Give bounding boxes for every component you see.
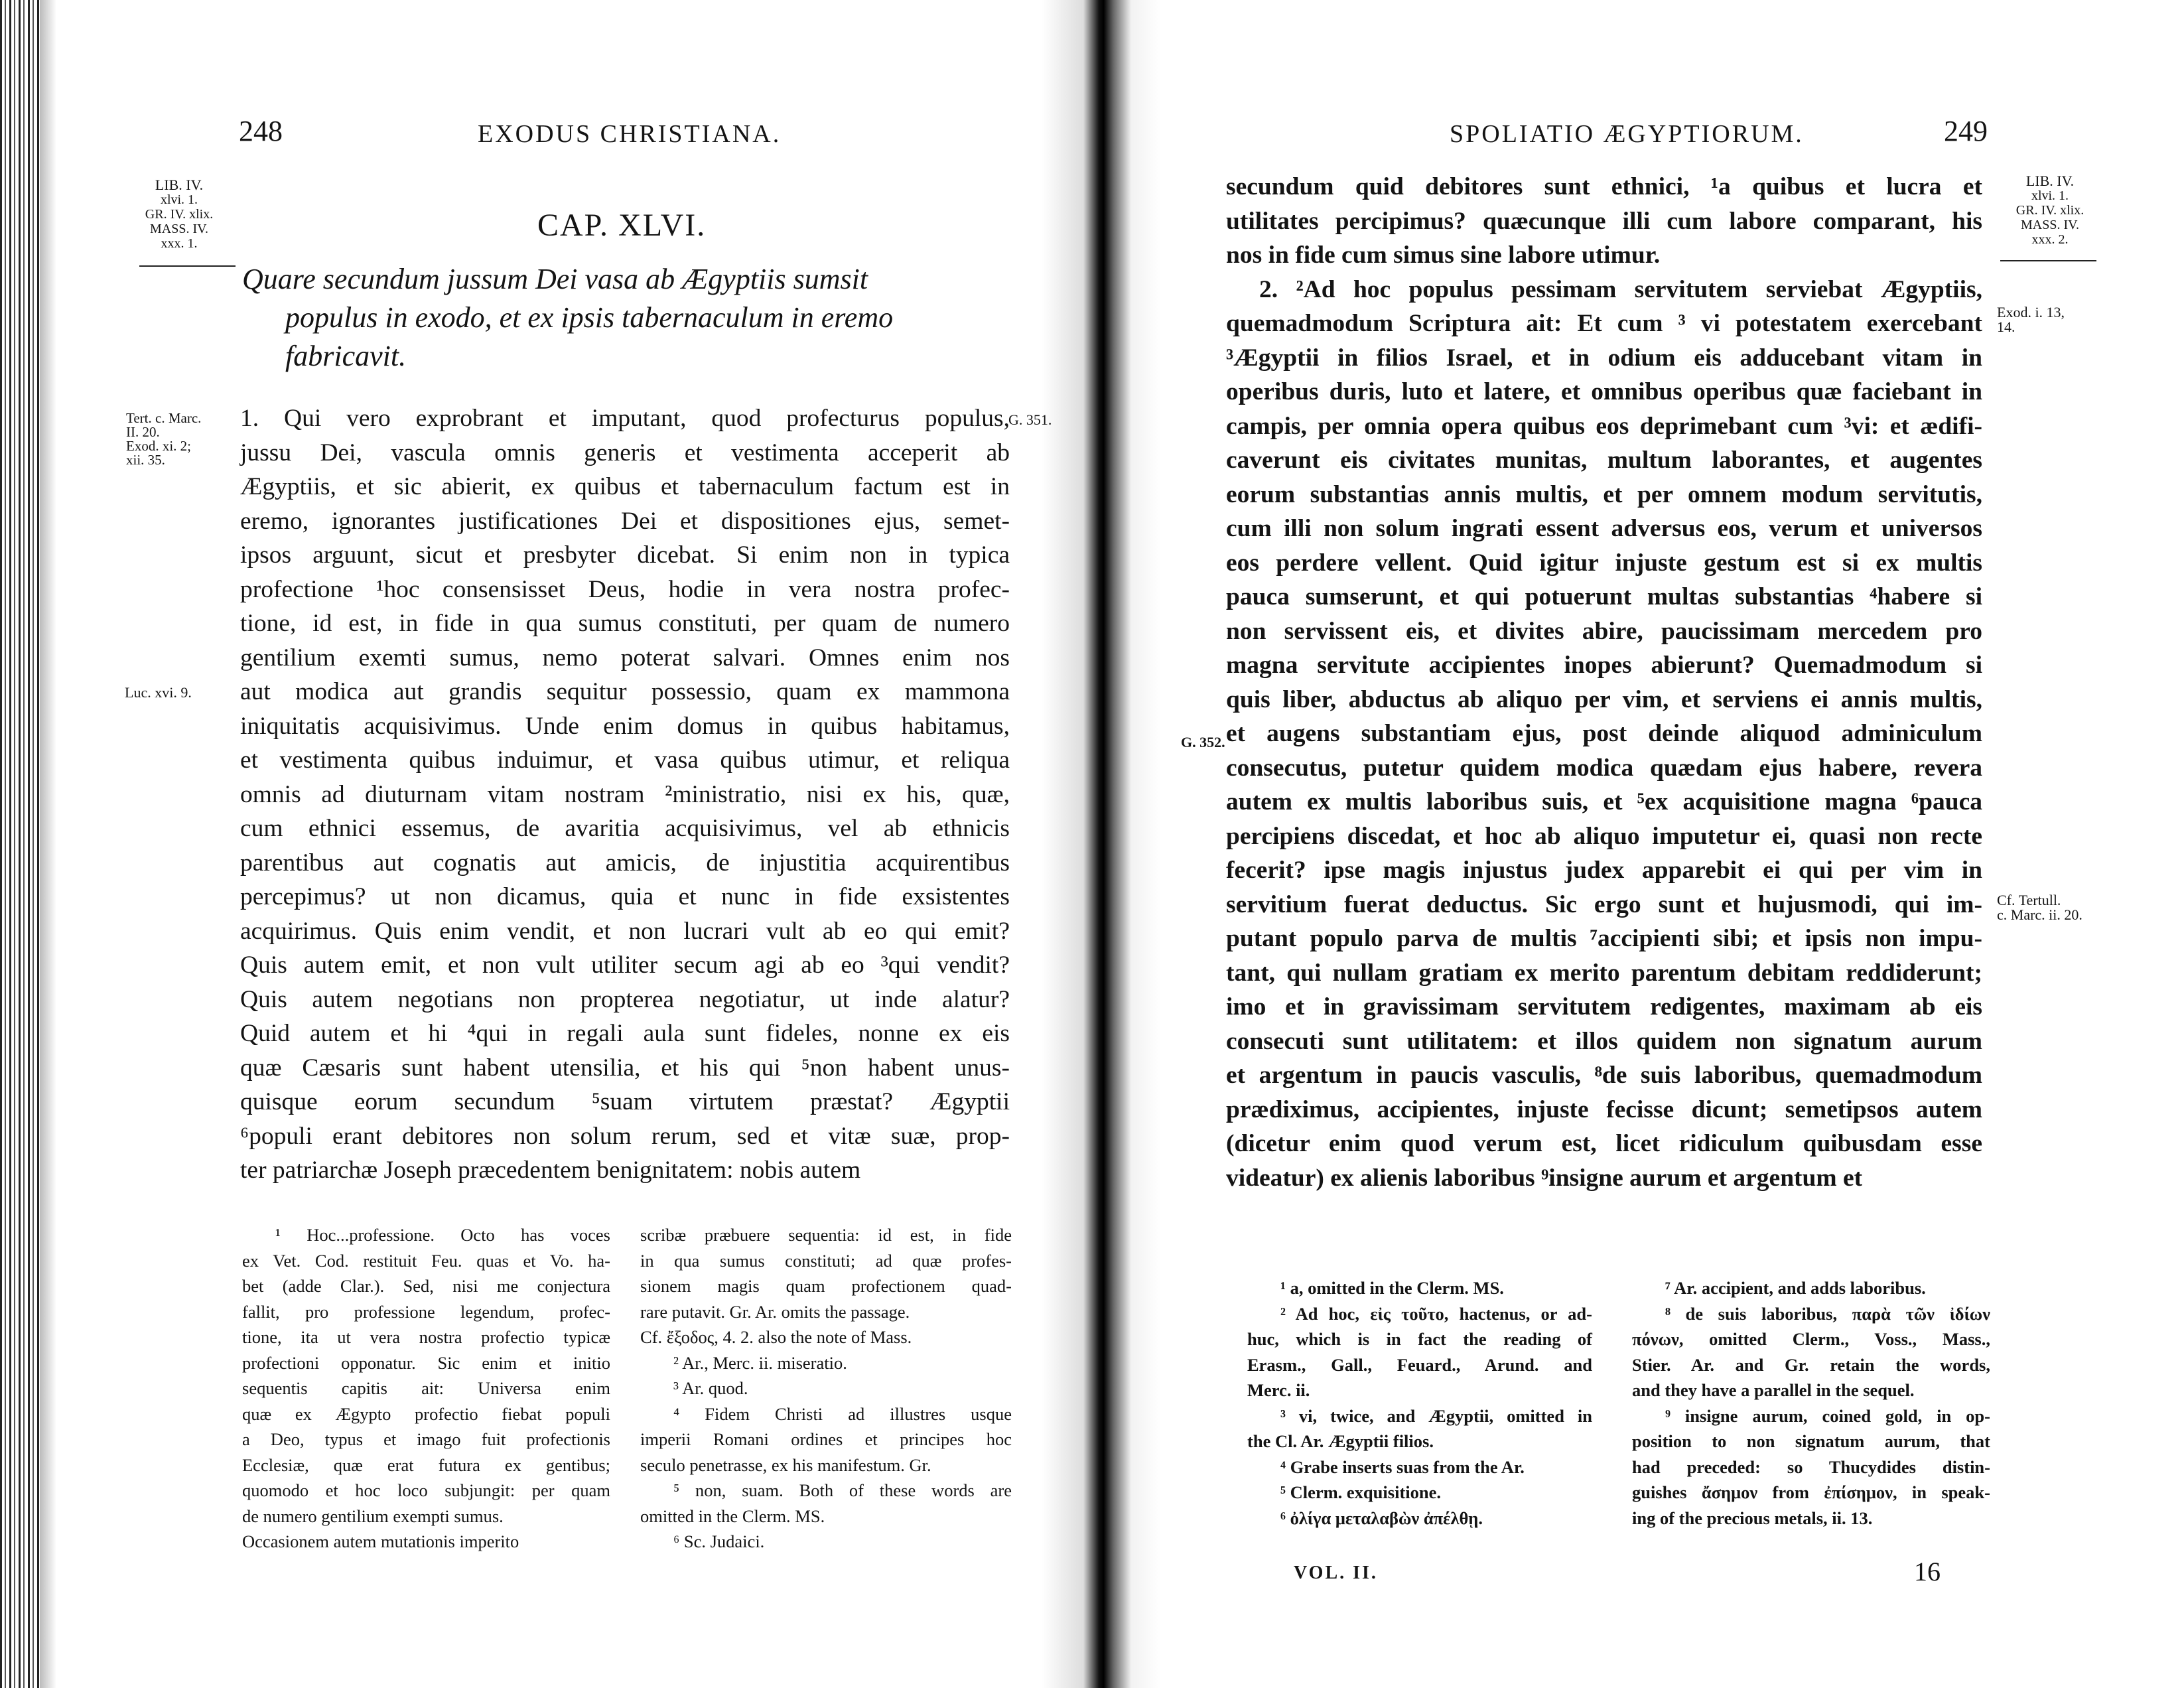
text-line: consecutus, putetur quidem modica quædam ejus habere, revera	[1226, 754, 1982, 782]
footnote-line: scribæ præbuere sequentia: id est, in fide	[640, 1225, 1012, 1245]
footnote-line: profectioni opponatur. Sic enim et initio	[242, 1352, 610, 1373]
text-line: fecerit? ipse magis injustus judex apparebit ei qui per vim in	[1226, 857, 1982, 884]
text-line: quemadmodum Scriptura ait: Et cum ³ vi potestatem exercebant	[1226, 310, 1982, 337]
footnote-line: Occasionem autem mutationis imperito	[242, 1531, 519, 1551]
page-edge-stack	[0, 0, 40, 1688]
footnote-line: ⁷ Ar. accipient, and adds laboribus.	[1665, 1278, 1926, 1298]
text-line: Ægyptiis, et sic abierit, ex quibus et tabernaculum factum est in	[240, 473, 1010, 500]
text-line: gentilium exemti sumus, nemo poterat salvari. Omnes enim nos	[240, 644, 1010, 671]
footnote-line: ⁸ de suis laboribus, παρὰ τῶν ἰδίων	[1665, 1303, 1990, 1324]
footnote-line: the Cl. Ar. Ægyptii filios.	[1247, 1431, 1434, 1451]
text-line: servitium fuerat deductus. Sic ergo sunt et hujusmodi, qui im-	[1226, 890, 1982, 918]
text-line: eorum substantias annis multis, et per omnem modum servitutis,	[1226, 480, 1982, 508]
footnote-line: tione, ita ut vera nostra profectio typicæ	[242, 1327, 610, 1347]
text-line: et vestimenta quibus induimur, et vasa quibus utimur, et reliqua	[240, 746, 1010, 774]
text-line: eos perdere vellent. Quid igitur injuste gestum est si ex multis	[1226, 549, 1982, 577]
text-line: jussu Dei, vascula omnis generis et vestimenta acceperit ab	[240, 439, 1010, 466]
footnote-line: ⁴ Fidem Christi ad illustres usque	[673, 1403, 1012, 1424]
signature-volume: VOL. II.	[1294, 1563, 1378, 1583]
text-line: nos in fide cum simus sine labore utimur.	[1226, 242, 1661, 269]
margin-reference-luc: Luc. xvi. 9.	[125, 684, 192, 701]
text-line: iniquitatis acquisivimus. Unde enim domus in quibus habitamus,	[240, 712, 1010, 740]
text-line: cum ethnici essemus, de avaritia acquisivimus, vel ab ethnicis	[240, 815, 1010, 842]
footnote-line: fallit, pro professione legendum, profec-	[242, 1301, 610, 1322]
footnote-line: Ecclesiæ, quæ erat futura ex gentibus;	[242, 1454, 610, 1475]
footnote-line: and they have a parallel in the sequel.	[1632, 1380, 1915, 1400]
footnote-line: position to non signatum aurum, that	[1632, 1431, 1990, 1451]
text-line: Quis autem emit, et non vult utiliter secum agi ab eo ³qui vendit?	[240, 951, 1010, 979]
text-line: ipsos arguunt, sicut et presbyter dicebat. Si enim non in typica	[240, 541, 1010, 569]
footnote-line: Cf. ἔξοδος, 4. 2. also the note of Mass.	[640, 1327, 912, 1347]
footnote-line: ² Ad hoc, εἰς τοῦτο, hactenus, or ad-	[1280, 1303, 1592, 1324]
footnote-line: omitted in the Clerm. MS.	[640, 1506, 825, 1526]
footnote-line: ⁵ Clerm. exquisitione.	[1280, 1482, 1442, 1502]
margin-reference-g351: G. 351.	[1008, 411, 1052, 428]
margin-rule	[139, 265, 236, 267]
text-line: ⁶populi erant debitores non solum rerum, sed et vitæ suæ, prop-	[240, 1122, 1010, 1150]
text-line: pauca sumserunt, et qui potuerunt multas substantias ⁴habere si	[1226, 583, 1982, 610]
signature-number: 16	[1914, 1557, 1941, 1586]
footnote-line: πόνων, omitted Clerm., Voss., Mass.,	[1632, 1329, 1990, 1349]
footnote-line: imperii Romani ordines et principes hoc	[640, 1429, 1012, 1449]
footnote-line: ³ vi, twice, and Ægyptii, omitted in	[1280, 1405, 1592, 1426]
footnote-line: quæ ex Ægypto profectio fiebat populi	[242, 1403, 610, 1424]
footnote-line: bet (adde Clar.). Sed, nisi me conjectura	[242, 1276, 610, 1296]
text-line: percipiens discedat, et hoc ab aliquo imputetur ei, quasi non recte	[1226, 822, 1982, 850]
text-line: ter patriarchæ Joseph præcedentem benignitatem: nobis autem	[240, 1157, 861, 1184]
footnote-line: Stier. Ar. and Gr. retain the words,	[1632, 1354, 1990, 1375]
text-line: eremo, ignorantes justificationes Dei et dispositiones ejus, semet-	[240, 507, 1010, 535]
text-line: magna servitute accipientes inopes abierunt? Quemadmodum si	[1226, 652, 1982, 679]
footnotes-column-1	[1247, 1275, 1592, 1531]
footnote-line: sequentis capitis ait: Universa enim	[242, 1378, 610, 1398]
footnotes-column-1	[242, 1222, 610, 1555]
footnote-line: ⁶ ὀλίγα μεταλαβὼν ἀπέλθῃ.	[1280, 1508, 1483, 1528]
body-text	[1226, 170, 1982, 1195]
footnote-line: ⁴ Grabe inserts suas from the Ar.	[1280, 1456, 1525, 1477]
text-line: caverunt eis civitates munitas, multum laborantes, et augentes	[1226, 447, 1982, 474]
footnote-line: in qua sumus constituti; ad quæ profes-	[640, 1250, 1012, 1271]
text-line: autem ex multis laboribus suis, et ⁵ex acquisitione magna ⁶pauca	[1226, 788, 1982, 815]
footnote-line: quomodo et hoc loco subjungit: per quam	[242, 1480, 610, 1500]
text-line: 1. Qui vero exprobrant et imputant, quod profecturus populus,	[240, 405, 1010, 432]
text-line: non servissent eis, et divites abire, paucissimam mercedem pro	[1226, 617, 1982, 645]
chapter-heading: CAP. XLVI.	[537, 208, 707, 243]
text-line: cum illi non solum ingrati essent adversus eos, verum et universos	[1226, 515, 1982, 542]
footnote-line: ing of the precious metals, ii. 13.	[1632, 1508, 1873, 1528]
margin-reference-tert: Tert. c. Marc. II. 20. Exod. xi. 2; xii. 35.	[126, 410, 202, 468]
book-gutter	[1042, 0, 1161, 1688]
text-line: et augens substantiam ejus, post deinde aliquod adminiculum	[1226, 720, 1982, 747]
margin-reference-tertull: Cf. Tertull. c. Marc. ii. 20.	[1997, 892, 2082, 923]
footnote-line: ⁵ non, suam. Both of these words are	[673, 1480, 1012, 1500]
text-line: aut modica aut grandis sequitur possessio, quam ex mammona	[240, 678, 1010, 705]
chapter-caption: Quare secundum jussum Dei vasa ab Ægyptiis sumsit populus in exodo, et ex ipsis tabernaculum in eremo fabricavit.	[242, 263, 894, 372]
text-line: et argentum in paucis vasculis, ⁸de suis laboribus, quemadmodum	[1226, 1062, 1982, 1089]
text-line: quis liber, abductus ab aliquo per vim, et serviens ei annis multis,	[1226, 685, 1982, 713]
footnote-line: a Deo, typus et imago fuit profectionis	[242, 1429, 610, 1449]
text-line: imo et in gravissimam servitutem redigentes, maximam ab eis	[1226, 993, 1982, 1020]
text-line: omnis ad diuturnam vitam nostram ²ministratio, nisi ex his, quæ,	[240, 780, 1010, 808]
text-line: profectione ¹hoc consensisset Deus, hodie in vera nostra profec-	[240, 575, 1010, 603]
text-line: Quis autem negotians non propterea negotiatur, ut inde alatur?	[240, 985, 1010, 1013]
text-line: videatur) ex alienis laboribus ⁹insigne aurum et argentum et	[1226, 1164, 1863, 1192]
left-page	[106, 0, 1052, 1688]
footnote-line: sionem magis quam profectionem quad-	[640, 1276, 1012, 1296]
footnote-line: Erasm., Gall., Feuard., Arund. and	[1247, 1354, 1592, 1375]
footnotes-column-2	[1632, 1275, 1990, 1531]
footnote-line: rare putavit. Gr. Ar. omits the passage.	[640, 1301, 910, 1322]
text-line: percepimus? ut non dicamus, quia et nunc in fide exsistentes	[240, 883, 1010, 910]
text-line: 2. ²Ad hoc populus pessimam servitutem serviebat Ægyptiis,	[1259, 275, 1982, 303]
footnote-line: ⁹ insigne aurum, coined gold, in op-	[1665, 1405, 1990, 1426]
text-line: operibus duris, luto et latere, et omnibus operibus quæ faciebant in	[1226, 378, 1982, 405]
right-page	[1168, 0, 2163, 1688]
margin-reference-exod: Exod. i. 13, 14.	[1997, 304, 2065, 335]
margin-reference-g352: G. 352.	[1181, 734, 1225, 750]
footnote-line: ex Vet. Cod. restituit Feu. quas et Vo. ha-	[242, 1250, 610, 1271]
body-text	[240, 401, 1010, 1188]
footnote-line: ¹ a, omitted in the Clerm. MS.	[1280, 1278, 1504, 1298]
text-line: utilitates percipimus? quæcunque illi cum labore comparant, his	[1226, 207, 1982, 235]
running-head: SPOLIATIO ÆGYPTIORUM.	[1450, 120, 1804, 148]
footnote-line: de numero gentilium exempti sumus.	[242, 1506, 504, 1526]
footnotes-column-2	[640, 1222, 1012, 1555]
text-line: putant populo parva de multis ⁷accipienti sibi; et ipsis non impu-	[1226, 925, 1982, 952]
margin-reference-book: LIB. IV. xlvi. 1. GR. IV. xlix. MASS. IV. xxx. 2.	[2015, 173, 2084, 247]
running-head: EXODUS CHRISTIANA.	[478, 120, 782, 148]
footnote-line: ⁶ Sc. Judaici.	[673, 1531, 765, 1551]
text-line: tant, qui nullam gratiam ex merito parentum debitam reddiderunt;	[1226, 959, 1982, 987]
text-line: parentibus aut cognatis aut amicis, de injustitia acquirentibus	[240, 849, 1010, 877]
footnote-line: ³ Ar. quod.	[673, 1378, 748, 1398]
footnote-line: ² Ar., Merc. ii. miseratio.	[673, 1352, 847, 1373]
footnote-line: had preceded: so Thucydides distin-	[1632, 1456, 1990, 1477]
text-line: quæ Cæsaris sunt habent utensilia, et his qui ⁵non habent unus-	[240, 1054, 1010, 1082]
text-line: campis, per omnia opera quibus eos deprimebant cum ³vi: et ædifi-	[1226, 412, 1982, 440]
text-line: Quid autem et hi ⁴qui in regali aula sunt fideles, nonne ex eis	[240, 1020, 1010, 1047]
page-number: 248	[239, 115, 283, 147]
text-line: consecuti sunt utilitatem: et illos quidem non signatum aurum	[1226, 1027, 1982, 1055]
footnote-line: guishes ἄσημον from ἐπίσημον, in speak-	[1632, 1482, 1990, 1502]
page-number: 249	[1944, 115, 1988, 147]
margin-rule	[2000, 260, 2096, 261]
footnote-line: Merc. ii.	[1247, 1380, 1310, 1400]
text-line: prædiximus, accipientes, injuste fecisse dicunt; semetipsos autem	[1226, 1095, 1982, 1123]
text-line: acquirimus. Quis enim vendit, et non lucrari vult ab eo qui emit?	[240, 917, 1010, 945]
footnote-line: ¹ Hoc...professione. Octo has voces	[275, 1225, 610, 1245]
margin-reference-book: LIB. IV. xlvi. 1. GR. IV. xlix. MASS. IV. xxx. 1.	[145, 176, 214, 251]
text-line: secundum quid debitores sunt ethnici, ¹a quibus et lucra et	[1226, 173, 1982, 200]
page-edge-shadow	[40, 0, 56, 1688]
text-line: quisque eorum secundum ⁵suam virtutem præstat? Ægyptii	[240, 1088, 1010, 1115]
footnote-line: seculo penetrasse, ex his manifestum. Gr.	[640, 1454, 931, 1475]
text-line: tione, id est, in fide in qua sumus constituti, per quam de numero	[240, 610, 1010, 637]
text-line: (dicetur enim quod verum est, licet ridiculum quibusdam esse	[1226, 1130, 1982, 1157]
footnote-line: huc, which is in fact the reading of	[1247, 1329, 1592, 1349]
text-line: ³Ægyptii in filios Israel, et in odium eis adducebant vitam in	[1226, 344, 1982, 372]
